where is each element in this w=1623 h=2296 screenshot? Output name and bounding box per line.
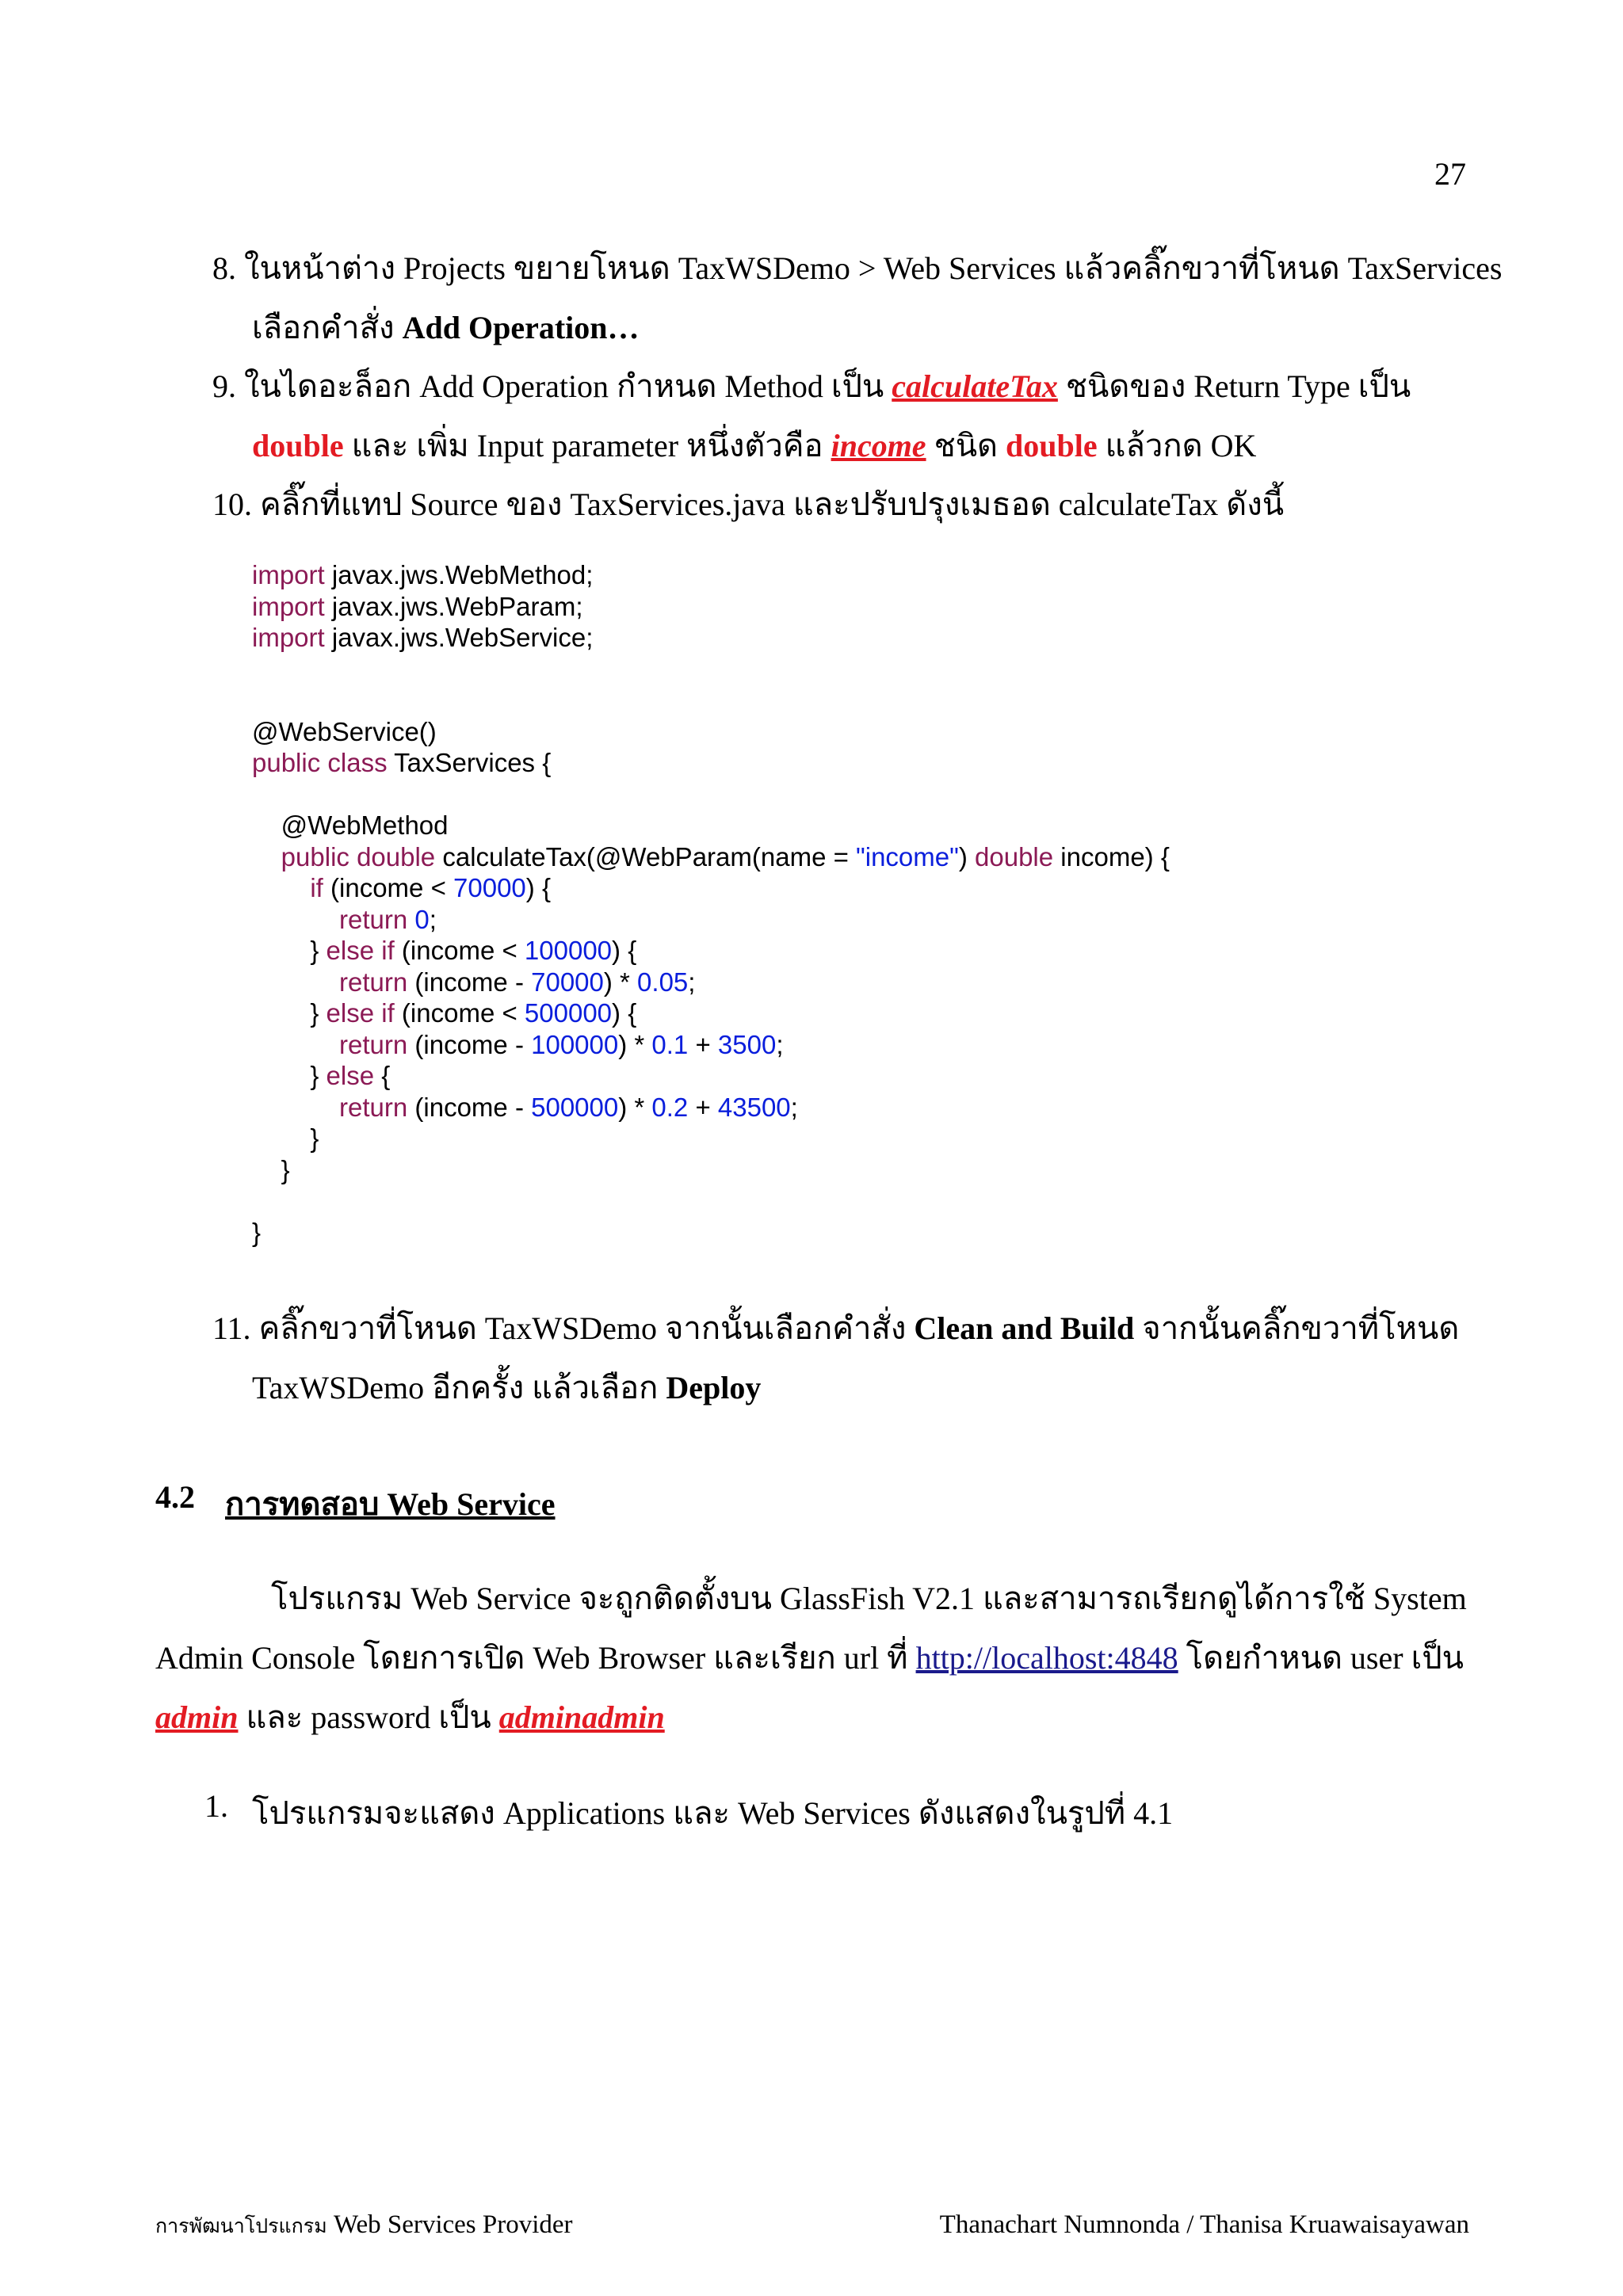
code-line: [252, 1123, 1170, 1154]
code-text: @WebMethod: [252, 810, 449, 840]
code-text: }: [252, 1061, 327, 1090]
code-line: [252, 841, 1170, 873]
code-text: (income -: [407, 1029, 532, 1059]
code-blank-line: [252, 654, 1170, 685]
step-11-text-b: จากนั้นคลิ๊กขวาที่โหนด: [1134, 1310, 1460, 1346]
code-number: 70000: [531, 967, 604, 997]
code-keyword: return: [252, 904, 408, 934]
code-text: (income <: [323, 873, 454, 902]
step-11-line-1: [212, 1302, 1459, 1353]
add-operation-command: Add Operation…: [402, 310, 640, 345]
step-9-text-e: แล้วกด OK: [1097, 428, 1257, 463]
code-keyword: return: [252, 1092, 408, 1122]
paragraph-line-3: [155, 1691, 665, 1742]
parameter-type-double: double: [1006, 428, 1098, 463]
code-line: [252, 622, 1170, 654]
code-keyword: if: [252, 873, 323, 902]
code-block: [252, 559, 1170, 1248]
code-text: }: [252, 936, 327, 965]
code-text: javax.jws.WebParam;: [324, 591, 583, 621]
code-keyword: else if: [326, 936, 395, 965]
code-line: [252, 747, 1170, 779]
code-text: javax.jws.WebMethod;: [324, 560, 594, 589]
code-text: calculateTax(@WebParam(name =: [435, 841, 857, 871]
deploy-command: Deploy: [666, 1370, 762, 1405]
step-9-text-b: ชนิดของ Return Type เป็น: [1057, 368, 1411, 404]
step-10: 10. คลิ๊กที่แทป Source ของ TaxServices.java และปรับปรุงเมธอด calculateTax ดังนี้: [212, 486, 1285, 522]
paragraph-line-2: [155, 1632, 1464, 1683]
footer-left: [155, 2210, 573, 2242]
section-title: การทดสอบ Web Service: [225, 1486, 556, 1522]
code-number: 0.2: [651, 1092, 689, 1122]
step-9-text-a: 9. ในไดอะล็อก Add Operation กำหนด Method เป็น: [212, 368, 892, 404]
section-number: 4.2: [155, 1479, 195, 1515]
code-text: ) *: [603, 967, 638, 997]
code-keyword: else: [326, 1061, 375, 1090]
code-text: ;: [776, 1029, 784, 1059]
code-text: {: [374, 1061, 391, 1090]
code-text: javax.jws.WebService;: [324, 623, 594, 652]
code-line: [252, 1060, 1170, 1092]
step-8-line-1: 8. ในหน้าต่าง Projects ขยายโหนด TaxWSDemo > Web Services แล้วคลิ๊กขวาที่โหนด TaxServices: [212, 250, 1503, 286]
code-text: }: [252, 1217, 262, 1247]
step-11-text-c: TaxWSDemo อีกครั้ง แล้วเลือก: [252, 1370, 666, 1405]
code-keyword: public class: [252, 748, 388, 777]
code-text: (income <: [394, 998, 525, 1028]
code-number: 500000: [524, 998, 613, 1028]
code-text: }: [252, 1123, 319, 1153]
code-line: [252, 997, 1170, 1029]
code-number: 43500: [717, 1092, 791, 1122]
code-number: 100000: [531, 1029, 619, 1059]
code-line: [252, 872, 1170, 904]
code-blank-line: [252, 685, 1170, 716]
code-text: }: [252, 1154, 290, 1184]
code-text: (income -: [407, 967, 532, 997]
code-number: 3500: [717, 1029, 777, 1059]
code-text: income) {: [1053, 841, 1170, 871]
code-keyword: import: [252, 623, 325, 652]
code-string: "income": [856, 841, 959, 871]
code-keyword: import: [252, 560, 325, 589]
code-line: [252, 716, 1170, 748]
code-text: +: [688, 1029, 718, 1059]
code-text: (income <: [394, 936, 525, 965]
code-text: ) {: [612, 936, 637, 965]
paragraph-text-c: และ password เป็น: [238, 1699, 499, 1735]
code-number: 70000: [453, 873, 526, 902]
code-number: 0: [407, 904, 430, 934]
step-9-line-1: [212, 360, 1411, 411]
step-11-text-a: 11. คลิ๊กขวาที่โหนด TaxWSDemo จากนั้นเลือกคำสั่ง: [212, 1310, 915, 1346]
method-name: calculateTax: [892, 368, 1058, 404]
code-text: ) *: [618, 1029, 652, 1059]
step-9-text-d: ชนิด: [926, 428, 1006, 463]
code-text: ) {: [612, 998, 637, 1028]
code-number: 500000: [531, 1092, 619, 1122]
step-9-text-c: และ เพิ่ม Input parameter หนึ่งตัวคือ: [343, 428, 831, 463]
footer-thai-title: การพัฒนาโปรแกรม: [155, 2216, 327, 2237]
code-keyword: else if: [326, 998, 395, 1028]
footer-english-title: Web Services Provider: [327, 2210, 573, 2239]
code-keyword: return: [252, 1029, 408, 1059]
code-keyword: public double: [252, 841, 436, 871]
code-text: TaxServices {: [387, 748, 552, 777]
code-text: ) {: [525, 873, 551, 902]
code-line: [252, 1217, 1170, 1249]
step-11-line-2: [252, 1362, 761, 1413]
code-line: [252, 559, 1170, 591]
code-blank-line: [252, 1185, 1170, 1217]
code-text: ): [958, 841, 976, 871]
list-item-text: โปรแกรมจะแสดง Applications และ Web Services ดังแสดงในรูปที่ 4.1: [252, 1795, 1174, 1831]
code-text: ) *: [618, 1092, 652, 1122]
admin-password: adminadmin: [498, 1699, 665, 1735]
footer-authors: Thanachart Numnonda / Thanisa Kruawaisayawan: [939, 2210, 1469, 2239]
code-text: }: [252, 998, 327, 1028]
code-number: 0.1: [651, 1029, 689, 1059]
code-text: ;: [790, 1092, 798, 1122]
parameter-name: income: [831, 428, 926, 463]
page-number: 27: [1434, 156, 1466, 192]
code-keyword: return: [252, 967, 408, 997]
paragraph-text-a: Admin Console โดยการเปิด Web Browser และเรียก url ที่: [155, 1640, 916, 1676]
code-line: [252, 935, 1170, 967]
code-number: 0.05: [637, 967, 689, 997]
code-text: ;: [688, 967, 696, 997]
step-9-line-2: [252, 420, 1256, 471]
code-line: [252, 967, 1170, 998]
step-8-prefix: เลือกคำสั่ง: [252, 310, 403, 345]
code-text: ;: [429, 904, 437, 934]
code-line: [252, 1029, 1170, 1061]
code-text: @WebService(): [252, 716, 437, 746]
code-text: (income -: [407, 1092, 532, 1122]
step-8-line-2: [252, 302, 640, 353]
code-blank-line: [252, 779, 1170, 810]
code-line: [252, 1092, 1170, 1123]
code-line: [252, 810, 1170, 841]
code-number: 100000: [524, 936, 613, 965]
return-type-double: double: [252, 428, 344, 463]
clean-build-command: Clean and Build: [914, 1310, 1135, 1346]
admin-console-link[interactable]: http://localhost:4848: [915, 1640, 1178, 1676]
list-item-number: 1.: [204, 1788, 228, 1824]
code-line: [252, 1154, 1170, 1186]
paragraph-text-b: โดยกำหนด user เป็น: [1178, 1640, 1464, 1676]
code-line: [252, 591, 1170, 623]
code-text: +: [688, 1092, 718, 1122]
code-keyword: double: [975, 841, 1054, 871]
code-line: [252, 904, 1170, 936]
code-keyword: import: [252, 591, 325, 621]
paragraph-line-1: โปรแกรม Web Service จะถูกติดตั้งบน GlassFish V2.1 และสามารถเรียกดูได้การใช้ System: [271, 1581, 1467, 1616]
admin-username: admin: [155, 1699, 239, 1735]
